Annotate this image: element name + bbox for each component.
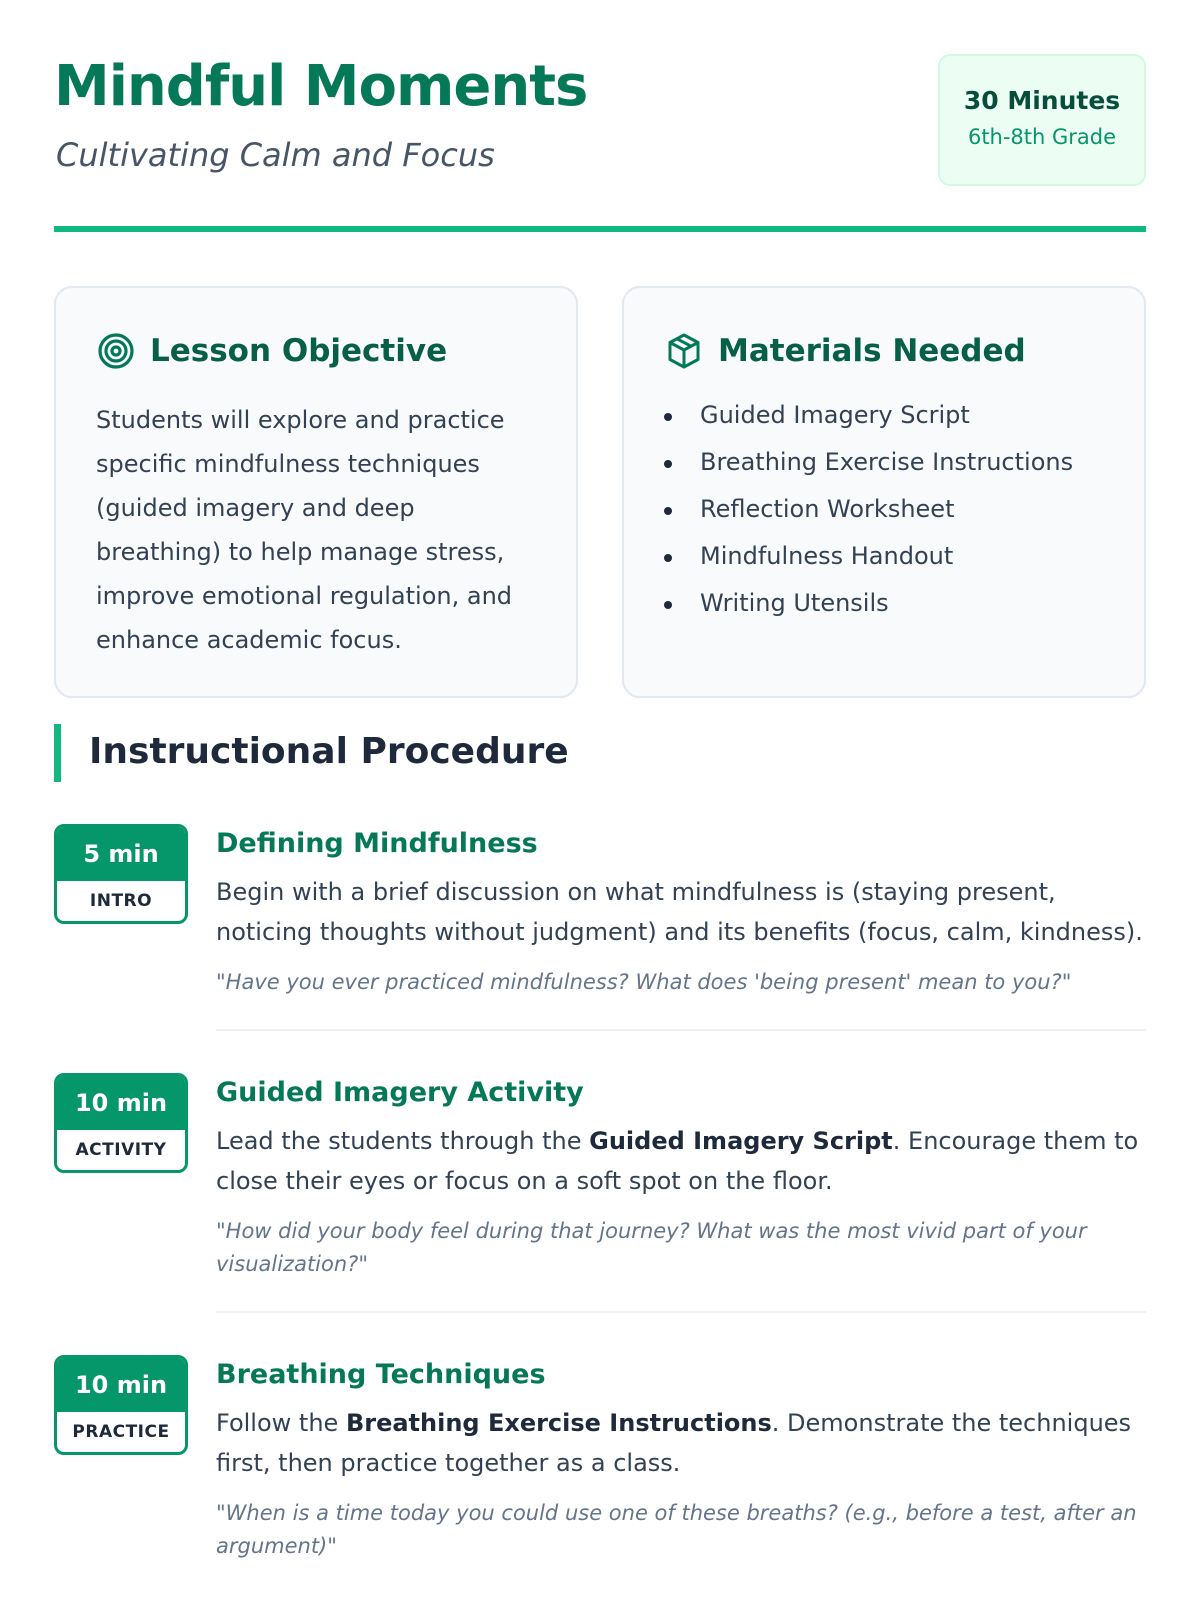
material-item: Mindfulness Handout [664,533,1104,580]
material-item: Guided Imagery Script [664,392,1104,439]
grade-text: 6th-8th Grade [967,125,1117,149]
procedure-steps [54,822,1146,1593]
step-body [216,1353,1146,1593]
step-title: Defining Mindfulness [216,828,538,859]
procedure-heading [54,724,1146,782]
objective-card-header [96,328,536,374]
step-text-pre: Begin with a brief discussion on what mindfulness is (staying present, noticing thoughts without judgment) and its benefits (focus, calm, kindness). [216,878,1143,946]
page-subtitle: Cultivating Calm and Focus [56,136,495,174]
discussion-question: "How did your body feel during that journey? What was the most vivid part of your visualization?" [216,1219,1087,1276]
step-description [216,1403,1146,1483]
step-duration: 10 min [57,1358,185,1412]
step-text-emphasis: Breathing Exercise Instructions [345,1409,772,1437]
material-item: Reflection Worksheet [664,486,1104,533]
procedure-title: Instructional Procedure [89,731,569,772]
duration-text: 30 Minutes [963,86,1121,115]
step-phase-label: PRACTICE [72,1422,170,1442]
procedure-step [54,1353,1146,1593]
material-item: Writing Utensils [664,580,1104,627]
step-text-pre: Lead the students through the [216,1127,590,1155]
step-title: Guided Imagery Activity [216,1077,584,1108]
step-text-pre: Follow the [216,1409,346,1437]
materials-card [622,286,1146,698]
step-description [216,1121,1146,1201]
discussion-question: "Have you ever practiced mindfulness? What does 'being present' mean to you?" [216,970,1072,994]
discussion-question: "When is a time today you could use one of these breaths? (e.g., before a test, after an argument)" [216,1501,1137,1558]
step-duration: 5 min [57,827,185,881]
procedure-step [54,822,1146,1031]
time-badge [54,1073,188,1173]
header [54,0,1146,232]
step-duration: 10 min [57,1076,185,1130]
materials-list [664,392,1104,627]
step-text-emphasis: Guided Imagery Script [589,1127,893,1155]
box-icon [664,331,704,371]
duration-badge [938,54,1146,186]
procedure-step [54,1071,1146,1313]
objective-text: Students will explore and practice specific mindfulness techniques (guided imagery and deep breathing) to help manage stress, improve emotional regulation, and enhance academic focus. [96,406,513,654]
step-body [216,1071,1146,1313]
objective-card [54,286,578,698]
page-title: Mindful Moments [54,54,588,119]
step-phase-label: INTRO [89,891,153,911]
time-badge [54,824,188,924]
objective-title: Lesson Objective [150,333,448,369]
overview-cards [54,232,1146,712]
target-icon [96,331,136,371]
step-description [216,872,1146,952]
step-body [216,822,1146,1031]
step-text-post: . Encourage them to close their eyes or focus on a soft spot on the floor. [216,1127,1139,1195]
time-badge [54,1355,188,1455]
materials-card-header [664,328,1104,374]
step-title: Breathing Techniques [216,1359,546,1390]
material-item: Breathing Exercise Instructions [664,439,1104,486]
step-phase-label: ACTIVITY [75,1140,167,1160]
materials-title: Materials Needed [718,333,1026,369]
step-text-post: . Demonstrate the techniques first, then practice together as a class. [216,1409,1132,1477]
